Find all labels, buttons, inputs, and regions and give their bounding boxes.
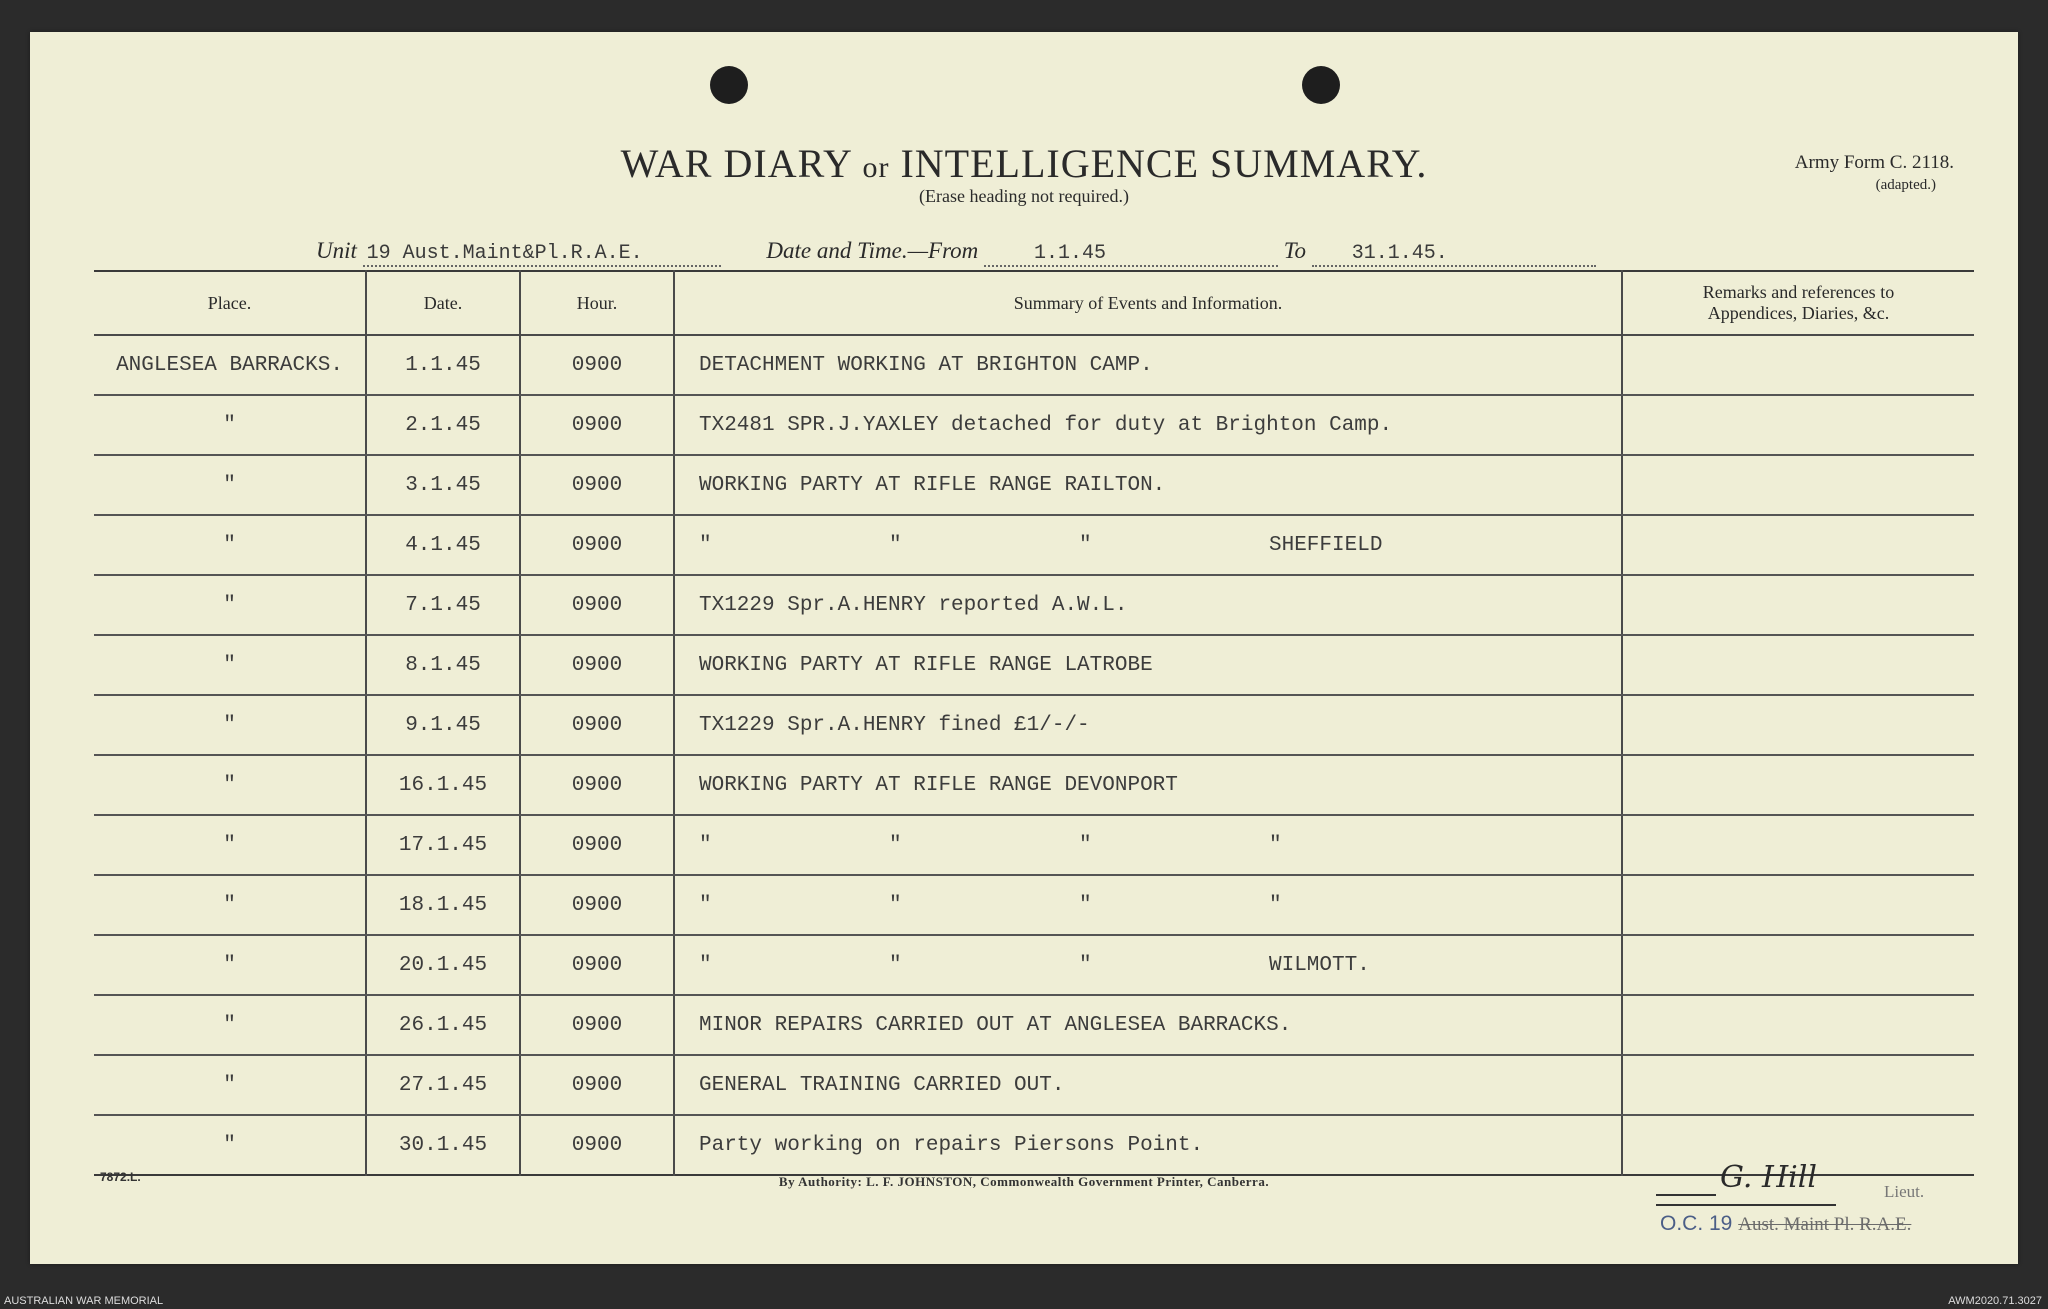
row-date: 4.1.45 bbox=[366, 515, 520, 575]
document-title bbox=[30, 140, 2018, 187]
from-field bbox=[984, 238, 1278, 267]
unit-label: Unit bbox=[316, 238, 357, 263]
summary-ditto-mark: " bbox=[1079, 893, 1092, 917]
row-remarks bbox=[1622, 635, 1974, 695]
document-subtitle: (Erase heading not required.) bbox=[919, 186, 1129, 206]
row-summary: DETACHMENT WORKING AT BRIGHTON CAMP. bbox=[674, 335, 1622, 395]
row-summary: TX1229 Spr.A.HENRY reported A.W.L. bbox=[674, 575, 1622, 635]
row-place: " bbox=[94, 515, 366, 575]
summary-ditto-mark: " bbox=[889, 953, 902, 977]
unit-value: 19 Aust.Maint&Pl.R.A.E. bbox=[366, 242, 643, 265]
summary-ditto-mark: " bbox=[1269, 833, 1282, 857]
row-date: 9.1.45 bbox=[366, 695, 520, 755]
row-summary bbox=[674, 815, 1622, 875]
row-date: 18.1.45 bbox=[366, 875, 520, 935]
table-row bbox=[94, 935, 1974, 995]
title-intelligence-summary: INTELLIGENCE SUMMARY. bbox=[900, 141, 1428, 186]
summary-ditto-mark: " bbox=[699, 893, 712, 917]
summary-ditto-mark: " bbox=[699, 953, 712, 977]
table-row bbox=[94, 815, 1974, 875]
table-row bbox=[94, 635, 1974, 695]
row-date: 30.1.45 bbox=[366, 1115, 520, 1175]
remarks-header-line1: Remarks and references to bbox=[1702, 282, 1895, 302]
oc-struck-unit: Aust. Maint Pl. R.A.E. bbox=[1738, 1214, 1912, 1235]
table-row bbox=[94, 1055, 1974, 1115]
oc-prefix: O.C. 19 bbox=[1660, 1212, 1733, 1235]
row-place: " bbox=[94, 755, 366, 815]
column-header-summary: Summary of Events and Information. bbox=[674, 271, 1622, 335]
table-row bbox=[94, 995, 1974, 1055]
row-remarks bbox=[1622, 455, 1974, 515]
to-label: To bbox=[1283, 238, 1306, 263]
row-summary: TX2481 SPR.J.YAXLEY detached for duty at Brighton Camp. bbox=[674, 395, 1622, 455]
officer-signature: G. Hill bbox=[1720, 1160, 1817, 1195]
row-date: 20.1.45 bbox=[366, 935, 520, 995]
from-value: 1.1.45 bbox=[1034, 242, 1107, 265]
signature-strike-long bbox=[1656, 1204, 1836, 1206]
table-row bbox=[94, 455, 1974, 515]
form-number: Army Form C. 2118. bbox=[1794, 152, 1954, 173]
row-remarks bbox=[1622, 575, 1974, 635]
row-place: " bbox=[94, 695, 366, 755]
summary-ditto-mark: " bbox=[1079, 533, 1092, 557]
row-date: 27.1.45 bbox=[366, 1055, 520, 1115]
unit-field bbox=[363, 238, 721, 267]
to-value: 31.1.45. bbox=[1351, 242, 1448, 265]
summary-ditto-mark: " bbox=[889, 893, 902, 917]
summary-ditto-mark: " bbox=[699, 533, 712, 557]
row-place: " bbox=[94, 635, 366, 695]
row-place: " bbox=[94, 875, 366, 935]
archive-reference: AWM2020.71.3027 bbox=[1948, 1295, 2042, 1307]
date-time-label: Date and Time.—From bbox=[766, 238, 979, 263]
remarks-header-line2: Appendices, Diaries, &c. bbox=[1707, 303, 1890, 323]
row-summary bbox=[674, 935, 1622, 995]
row-hour: 0900 bbox=[520, 335, 674, 395]
row-hour: 0900 bbox=[520, 515, 674, 575]
row-place: " bbox=[223, 1133, 236, 1157]
row-summary: TX1229 Spr.A.HENRY fined £1/-/- bbox=[674, 695, 1622, 755]
table-row bbox=[94, 1115, 1974, 1175]
row-remarks bbox=[1622, 875, 1974, 935]
column-header-date: Date. bbox=[366, 271, 520, 335]
row-remarks bbox=[1622, 515, 1974, 575]
row-remarks bbox=[1622, 395, 1974, 455]
form-number-block bbox=[1795, 152, 1954, 196]
table-row bbox=[94, 395, 1974, 455]
row-remarks bbox=[1622, 695, 1974, 755]
row-date: 17.1.45 bbox=[366, 815, 520, 875]
table-header-row bbox=[94, 271, 1974, 335]
summary-ditto-mark: " bbox=[1079, 833, 1092, 857]
printer-authority: By Authority: L. F. JOHNSTON, Commonwealth Government Printer, Canberra. bbox=[778, 1174, 1270, 1189]
row-place: ANGLESEA BARRACKS. bbox=[94, 335, 366, 395]
title-war-diary: WAR DIARY bbox=[620, 141, 852, 186]
row-hour: 0900 bbox=[520, 575, 674, 635]
summary-tail: WILMOTT. bbox=[1269, 953, 1370, 977]
punch-hole-right bbox=[1302, 66, 1340, 104]
row-hour: 0900 bbox=[520, 755, 674, 815]
column-header-hour: Hour. bbox=[520, 271, 674, 335]
signature-strike-short bbox=[1656, 1194, 1716, 1196]
row-remarks bbox=[1622, 995, 1974, 1055]
table-row bbox=[94, 875, 1974, 935]
title-or: or bbox=[862, 151, 890, 184]
diary-table bbox=[94, 270, 1974, 1176]
row-date: 16.1.45 bbox=[366, 755, 520, 815]
to-field bbox=[1312, 238, 1596, 267]
row-date: 7.1.45 bbox=[366, 575, 520, 635]
row-hour: 0900 bbox=[520, 695, 674, 755]
summary-ditto-mark: " bbox=[1269, 893, 1282, 917]
row-place: " bbox=[94, 1055, 366, 1115]
punch-hole-left bbox=[710, 66, 748, 104]
row-summary bbox=[674, 875, 1622, 935]
war-diary-sheet bbox=[30, 32, 2018, 1264]
oc-stamp bbox=[1660, 1212, 1911, 1236]
officer-rank: Lieut. bbox=[1884, 1182, 1925, 1201]
row-summary: WORKING PARTY AT RIFLE RANGE LATROBE bbox=[674, 635, 1622, 695]
row-place: " bbox=[94, 575, 366, 635]
row-summary: Party working on repairs Piersons Point. bbox=[674, 1115, 1622, 1175]
column-header-place: Place. bbox=[94, 271, 366, 335]
row-place: " bbox=[94, 995, 366, 1055]
table-row bbox=[94, 695, 1974, 755]
summary-ditto-mark: " bbox=[889, 833, 902, 857]
row-hour: 0900 bbox=[520, 1115, 674, 1175]
row-hour: 0900 bbox=[520, 815, 674, 875]
row-remarks bbox=[1622, 335, 1974, 395]
archive-caption: AUSTRALIAN WAR MEMORIAL bbox=[4, 1295, 164, 1307]
row-hour: 0900 bbox=[520, 635, 674, 695]
row-hour: 0900 bbox=[520, 995, 674, 1055]
summary-tail: SHEFFIELD bbox=[1269, 533, 1383, 557]
column-header-remarks bbox=[1622, 271, 1974, 335]
row-hour: 0900 bbox=[520, 455, 674, 515]
row-place: " bbox=[94, 935, 366, 995]
row-place: " bbox=[94, 455, 366, 515]
summary-ditto-mark: " bbox=[889, 533, 902, 557]
print-code: 7872.L. bbox=[100, 1170, 141, 1184]
summary-ditto-mark: " bbox=[1079, 953, 1092, 977]
row-hour: 0900 bbox=[520, 875, 674, 935]
diary-table-body bbox=[94, 335, 1974, 1175]
row-summary: GENERAL TRAINING CARRIED OUT. bbox=[674, 1055, 1622, 1115]
summary-ditto-mark: " bbox=[699, 833, 712, 857]
row-summary: WORKING PARTY AT RIFLE RANGE RAILTON. bbox=[674, 455, 1622, 515]
table-row bbox=[94, 335, 1974, 395]
row-place: " bbox=[94, 815, 366, 875]
row-date: 3.1.45 bbox=[366, 455, 520, 515]
row-summary: WORKING PARTY AT RIFLE RANGE DEVONPORT bbox=[674, 755, 1622, 815]
table-row bbox=[94, 575, 1974, 635]
row-date: 8.1.45 bbox=[366, 635, 520, 695]
row-remarks bbox=[1622, 815, 1974, 875]
row-remarks bbox=[1622, 1055, 1974, 1115]
row-summary bbox=[674, 515, 1622, 575]
table-row bbox=[94, 515, 1974, 575]
table-row bbox=[94, 755, 1974, 815]
row-remarks bbox=[1622, 755, 1974, 815]
row-date: 2.1.45 bbox=[366, 395, 520, 455]
row-remarks bbox=[1622, 935, 1974, 995]
row-place: " bbox=[94, 395, 366, 455]
row-summary: MINOR REPAIRS CARRIED OUT AT ANGLESEA BARRACKS. bbox=[674, 995, 1622, 1055]
form-adapted: (adapted.) bbox=[1875, 177, 1936, 193]
unit-line bbox=[316, 238, 1616, 267]
row-hour: 0900 bbox=[520, 935, 674, 995]
row-hour: 0900 bbox=[520, 395, 674, 455]
row-date: 26.1.45 bbox=[366, 995, 520, 1055]
row-date: 1.1.45 bbox=[366, 335, 520, 395]
row-hour: 0900 bbox=[520, 1055, 674, 1115]
